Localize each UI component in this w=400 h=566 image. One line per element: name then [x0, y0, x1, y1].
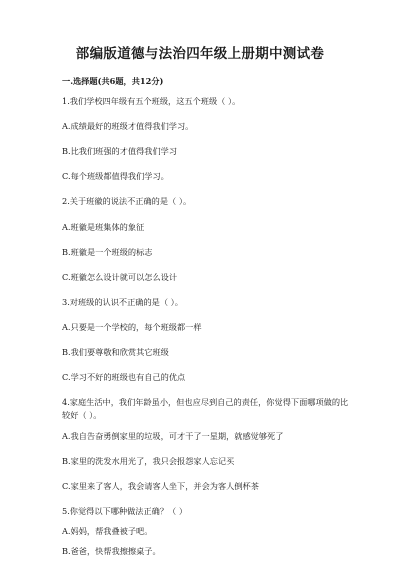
question-3-option-a: A.只要是一个学校的，每个班级都一样	[62, 322, 202, 332]
question-1-option-c: C.每个班级都值得我们学习。	[62, 171, 169, 181]
question-4-option-c: C.家里来了客人，我会请客人坐下，并会为客人倒杯茶	[62, 481, 259, 491]
question-5-stem: 5.你觉得以下哪种做法正确？（ ）	[62, 506, 188, 516]
question-1-stem: 1.我们学校四年级有五个班级，这五个班级（ ）。	[62, 96, 241, 106]
question-4-option-b: B.家里的洗发水用光了，我只会报怨家人忘记买	[62, 456, 235, 466]
question-2-option-a: A.班徽是班集体的象征	[62, 222, 145, 232]
question-3-stem: 3.对班级的认识不正确的是（ ）。	[62, 297, 183, 307]
section-heading: 一.选择题(共6题，共12分)	[62, 76, 164, 86]
question-3-option-c: C.学习不好的班级也有自己的优点	[62, 372, 186, 382]
question-1-option-a: A.成绩最好的班级才值得我们学习。	[62, 121, 194, 131]
question-1-option-b: B.比我们班强的才值得我们学习	[62, 146, 178, 156]
question-4-stem: 4.家庭生活中，我们年龄虽小，但也应尽到自己的责任，你觉得下面哪项做的比较好（ ）。	[62, 397, 349, 420]
question-2-stem: 2.关于班徽的说法不正确的是（ ）。	[62, 196, 192, 206]
question-2-option-b: B.班徽是一个班级的标志	[62, 247, 153, 257]
question-5-option-b: B.爸爸，快帮我擦擦桌子。	[62, 546, 161, 556]
question-5-option-a: A.妈妈，帮我叠被子吧。	[62, 526, 153, 536]
page-title: 部编版道德与法治四年级上册期中测试卷	[75, 46, 325, 62]
question-2-option-c: C.班徽怎么设计就可以怎么设计	[62, 272, 178, 282]
question-3-option-b: B.我们要尊敬和欣赏其它班级	[62, 347, 169, 357]
question-4-option-a: A.我自告奋勇倒家里的垃圾，可才干了一星期，就感觉够死了	[62, 431, 284, 441]
